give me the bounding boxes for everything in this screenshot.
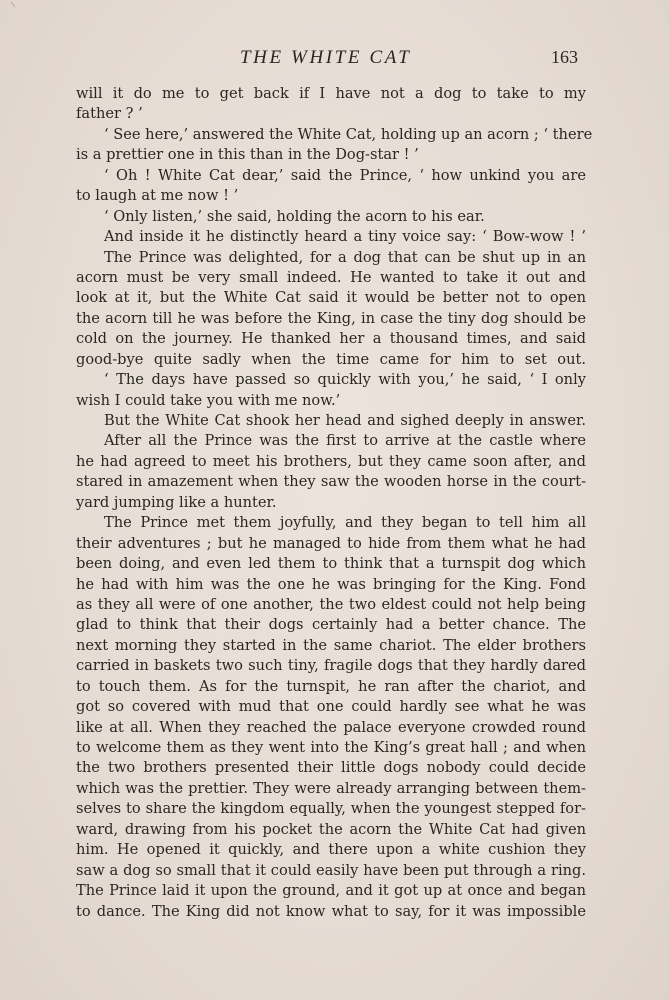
text-line: acorn must be very small indeed. He wanted to take it out and — [76, 268, 586, 286]
text-line: which was the prettier. They were already arranging between them- — [76, 779, 586, 797]
text-line: The Prince was delighted, for a dog that can be shut up in an — [104, 248, 586, 266]
text-line: as they all were of one another, the two eldest could not help being — [76, 595, 586, 613]
text-line: father ? ’ — [76, 105, 143, 123]
text-line: been doing, and even led them to think that a turnspit dog which — [76, 555, 586, 573]
text-line: saw a dog so small that it could easily have been put through a ring. — [76, 861, 586, 879]
text-line: like at all. When they reached the palace everyone crowded round — [76, 718, 586, 736]
text-line: After all the Prince was the first to arrive at the castle where — [104, 432, 586, 450]
text-line: The Prince met them joyfully, and they began to tell him all — [104, 514, 586, 532]
text-line: the acorn till he was before the King, in case the tiny dog should be — [76, 309, 586, 327]
text-line: selves to share the kingdom equally, when the youngest stepped for- — [76, 800, 586, 818]
text-line: to dance. The King did not know what to say, for it was impossible — [76, 902, 586, 920]
text-line: But the White Cat shook her head and sighed deeply in answer. — [104, 412, 586, 429]
text-line: stared in amazement when they saw the wooden horse in the court- — [76, 473, 586, 491]
text-line: is a prettier one in this than in the Dog-star ! ’ — [76, 146, 419, 164]
text-line: The Prince laid it upon the ground, and it got up at once and began — [76, 882, 586, 900]
text-line: he had with him was the one he was bringing for the King. Fond — [76, 575, 586, 593]
text-line: got so covered with mud that one could hardly see what he was — [76, 698, 586, 716]
text-line: the two brothers presented their little dogs nobody could decide — [76, 759, 586, 777]
page-corner-mark — [11, 2, 15, 7]
text-line: look at it, but the White Cat said it would be better not to open — [76, 289, 586, 307]
text-line: to welcome them as they went into the King’s great hall ; and when — [76, 739, 586, 756]
text-line: good-bye quite sadly when the time came for him to set out. — [76, 350, 586, 368]
text-line: him. He opened it quickly, and there upon a white cushion they — [76, 841, 586, 859]
running-title: THE WHITE CAT — [240, 47, 412, 68]
text-line: to touch them. As for the turnspit, he ran after the chariot, and — [76, 677, 586, 695]
text-line: ‘ See here,’ answered the White Cat, holding up an acorn ; ‘ there — [104, 125, 593, 143]
body-text — [76, 84, 593, 922]
text-line: ward, drawing from his pocket the acorn the White Cat had given — [76, 820, 586, 838]
text-line: to laugh at me now ! ’ — [76, 187, 239, 205]
text-line: next morning they started in the same chariot. The elder brothers — [76, 636, 586, 654]
text-line: carried in baskets two such tiny, fragile dogs that they hardly dared — [76, 657, 586, 675]
text-line: he had agreed to meet his brothers, but they came soon after, and — [76, 452, 586, 470]
text-line: glad to think that their dogs certainly had a better chance. The — [76, 616, 586, 634]
text-line: wish I could take you with me now.’ — [76, 391, 341, 409]
text-line: their adventures ; but he managed to hide from them what he had — [76, 534, 586, 552]
page-number: 163 — [551, 47, 578, 67]
text-line: ‘ Oh ! White Cat dear,’ said the Prince, ‘ how unkind you are — [104, 166, 586, 184]
text-line: will it do me to get back if I have not a dog to take to my — [76, 85, 586, 102]
text-line: And inside it he distinctly heard a tiny voice say: ‘ Bow-wow ! ’ — [104, 228, 586, 246]
text-line: ‘ The days have passed so quickly with you,’ he said, ‘ I only — [104, 371, 586, 389]
text-line: yard jumping like a hunter. — [76, 493, 277, 511]
text-line: ‘ Only listen,’ she said, holding the acorn to his ear. — [104, 207, 485, 225]
text-line: cold on the journey. He thanked her a thousand times, and said — [76, 330, 586, 348]
